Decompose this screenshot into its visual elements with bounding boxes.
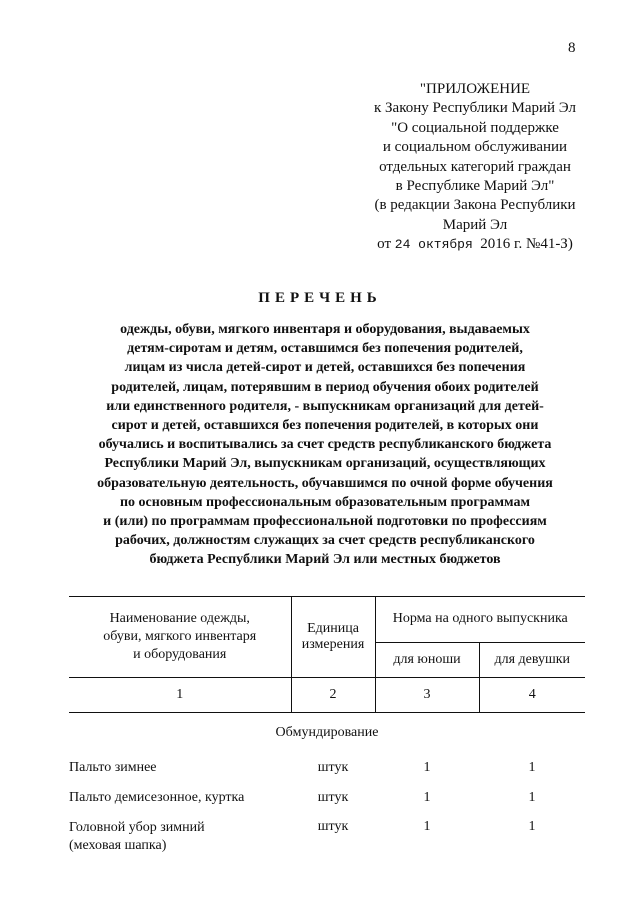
column-number: 4 (479, 678, 585, 713)
date-year: 2016 г. № (480, 236, 541, 253)
document-heading: ПЕРЕЧЕНЬ (258, 290, 382, 306)
appendix-line: отдельных категорий граждан (379, 158, 571, 175)
subtitle-line: рабочих, должностям служащих за счет средств республиканского (115, 533, 535, 549)
subtitle-line: лицам из числа детей-сирот и детей, оставшихся без попечения (124, 360, 526, 376)
appendix-line: "ПРИЛОЖЕНИЕ (419, 81, 531, 97)
subtitle-line: Республики Марий Эл, выпускникам организаций, осуществляющих (104, 456, 546, 472)
item-name-line: (меховая шапка) (69, 838, 167, 853)
item-unit: штук (317, 819, 349, 834)
table-row (69, 783, 585, 813)
appendix-line: в Республике Марий Эл" (395, 178, 555, 195)
item-unit: штук (317, 790, 349, 805)
header-name-line: и оборудования (133, 647, 227, 662)
subtitle-line: по основным профессиональным образовательным программам (119, 494, 531, 510)
header-name (69, 597, 291, 678)
column-number: 1 (69, 678, 291, 713)
subtitle-line: образовательную деятельность, обучавшимся по очной форме обучения (97, 475, 553, 491)
header-boys: для юноши (375, 642, 479, 677)
item-name-line: Пальто зимнее (69, 760, 157, 775)
appendix-line: "О социальной поддержке (391, 119, 559, 136)
appendix-line: и социальном обслуживании (382, 139, 568, 156)
subtitle-line: и (или) по программам профессиональной подготовки по профессиям (103, 514, 547, 530)
item-norm-boys: 1 (423, 819, 431, 834)
header-name-line: обуви, мягкого инвентаря (103, 629, 257, 644)
appendix-date-line (330, 235, 620, 254)
item-name (69, 753, 291, 783)
subtitle-line: родителей, лицам, потерявшим в период обучения обоих родителей (111, 379, 539, 395)
item-name-line: Пальто демисезонное, куртка (69, 790, 245, 805)
date-prefix: от (377, 236, 392, 253)
header-name-line: Наименование одежды, (109, 611, 250, 626)
appendix-line: Марий Эл (442, 216, 508, 233)
item-norm-girls: 1 (528, 790, 536, 805)
page-number: 8 (568, 40, 576, 56)
item-name (69, 783, 291, 813)
column-number: 3 (375, 678, 479, 713)
item-norm-boys: 1 (423, 760, 431, 775)
norms-table (69, 596, 585, 855)
item-norm-girls: 1 (528, 819, 536, 834)
item-norm-boys: 1 (423, 790, 431, 805)
table-row (69, 813, 585, 855)
header-unit-line: измерения (301, 637, 365, 652)
column-number-row (69, 678, 585, 713)
header-unit-line: Единица (307, 621, 359, 636)
date-day-month: 24 октября (394, 237, 473, 253)
item-unit: штук (317, 760, 349, 775)
item-name-line: Головной убор зимний (69, 820, 205, 835)
document-subtitle (60, 320, 590, 570)
subtitle-line: детям-сиротам и детям, оставшимся без попечения родителей, (127, 341, 523, 357)
subtitle-line: одежды, обуви, мягкого инвентаря и оборудования, выдаваемых (120, 322, 530, 337)
appendix-line: (в редакции Закона Республики (374, 197, 576, 214)
item-name (69, 813, 291, 855)
appendix-line: к Закону Республики Марий Эл (373, 100, 576, 117)
header-unit (291, 597, 375, 678)
subtitle-line: бюджета Республики Марий Эл или местных бюджетов (149, 552, 501, 568)
subtitle-line: обучались и воспитывались за счет средств республиканского бюджета (98, 437, 552, 453)
item-norm-girls: 1 (528, 760, 536, 775)
subtitle-line: или единственного родителя, - выпускникам организаций для детей- (106, 398, 544, 414)
header-girls: для девушки (479, 642, 585, 677)
appendix-block (330, 80, 620, 255)
header-norm: Норма на одного выпускника (375, 597, 585, 643)
column-number: 2 (291, 678, 375, 713)
law-number: 41-З) (540, 236, 573, 253)
category-label: Обмундирование (275, 725, 379, 740)
subtitle-line: сирот и детей, оставшихся без попечения родителей, в которых они (111, 418, 539, 434)
category-row (69, 713, 585, 754)
table-row (69, 753, 585, 783)
